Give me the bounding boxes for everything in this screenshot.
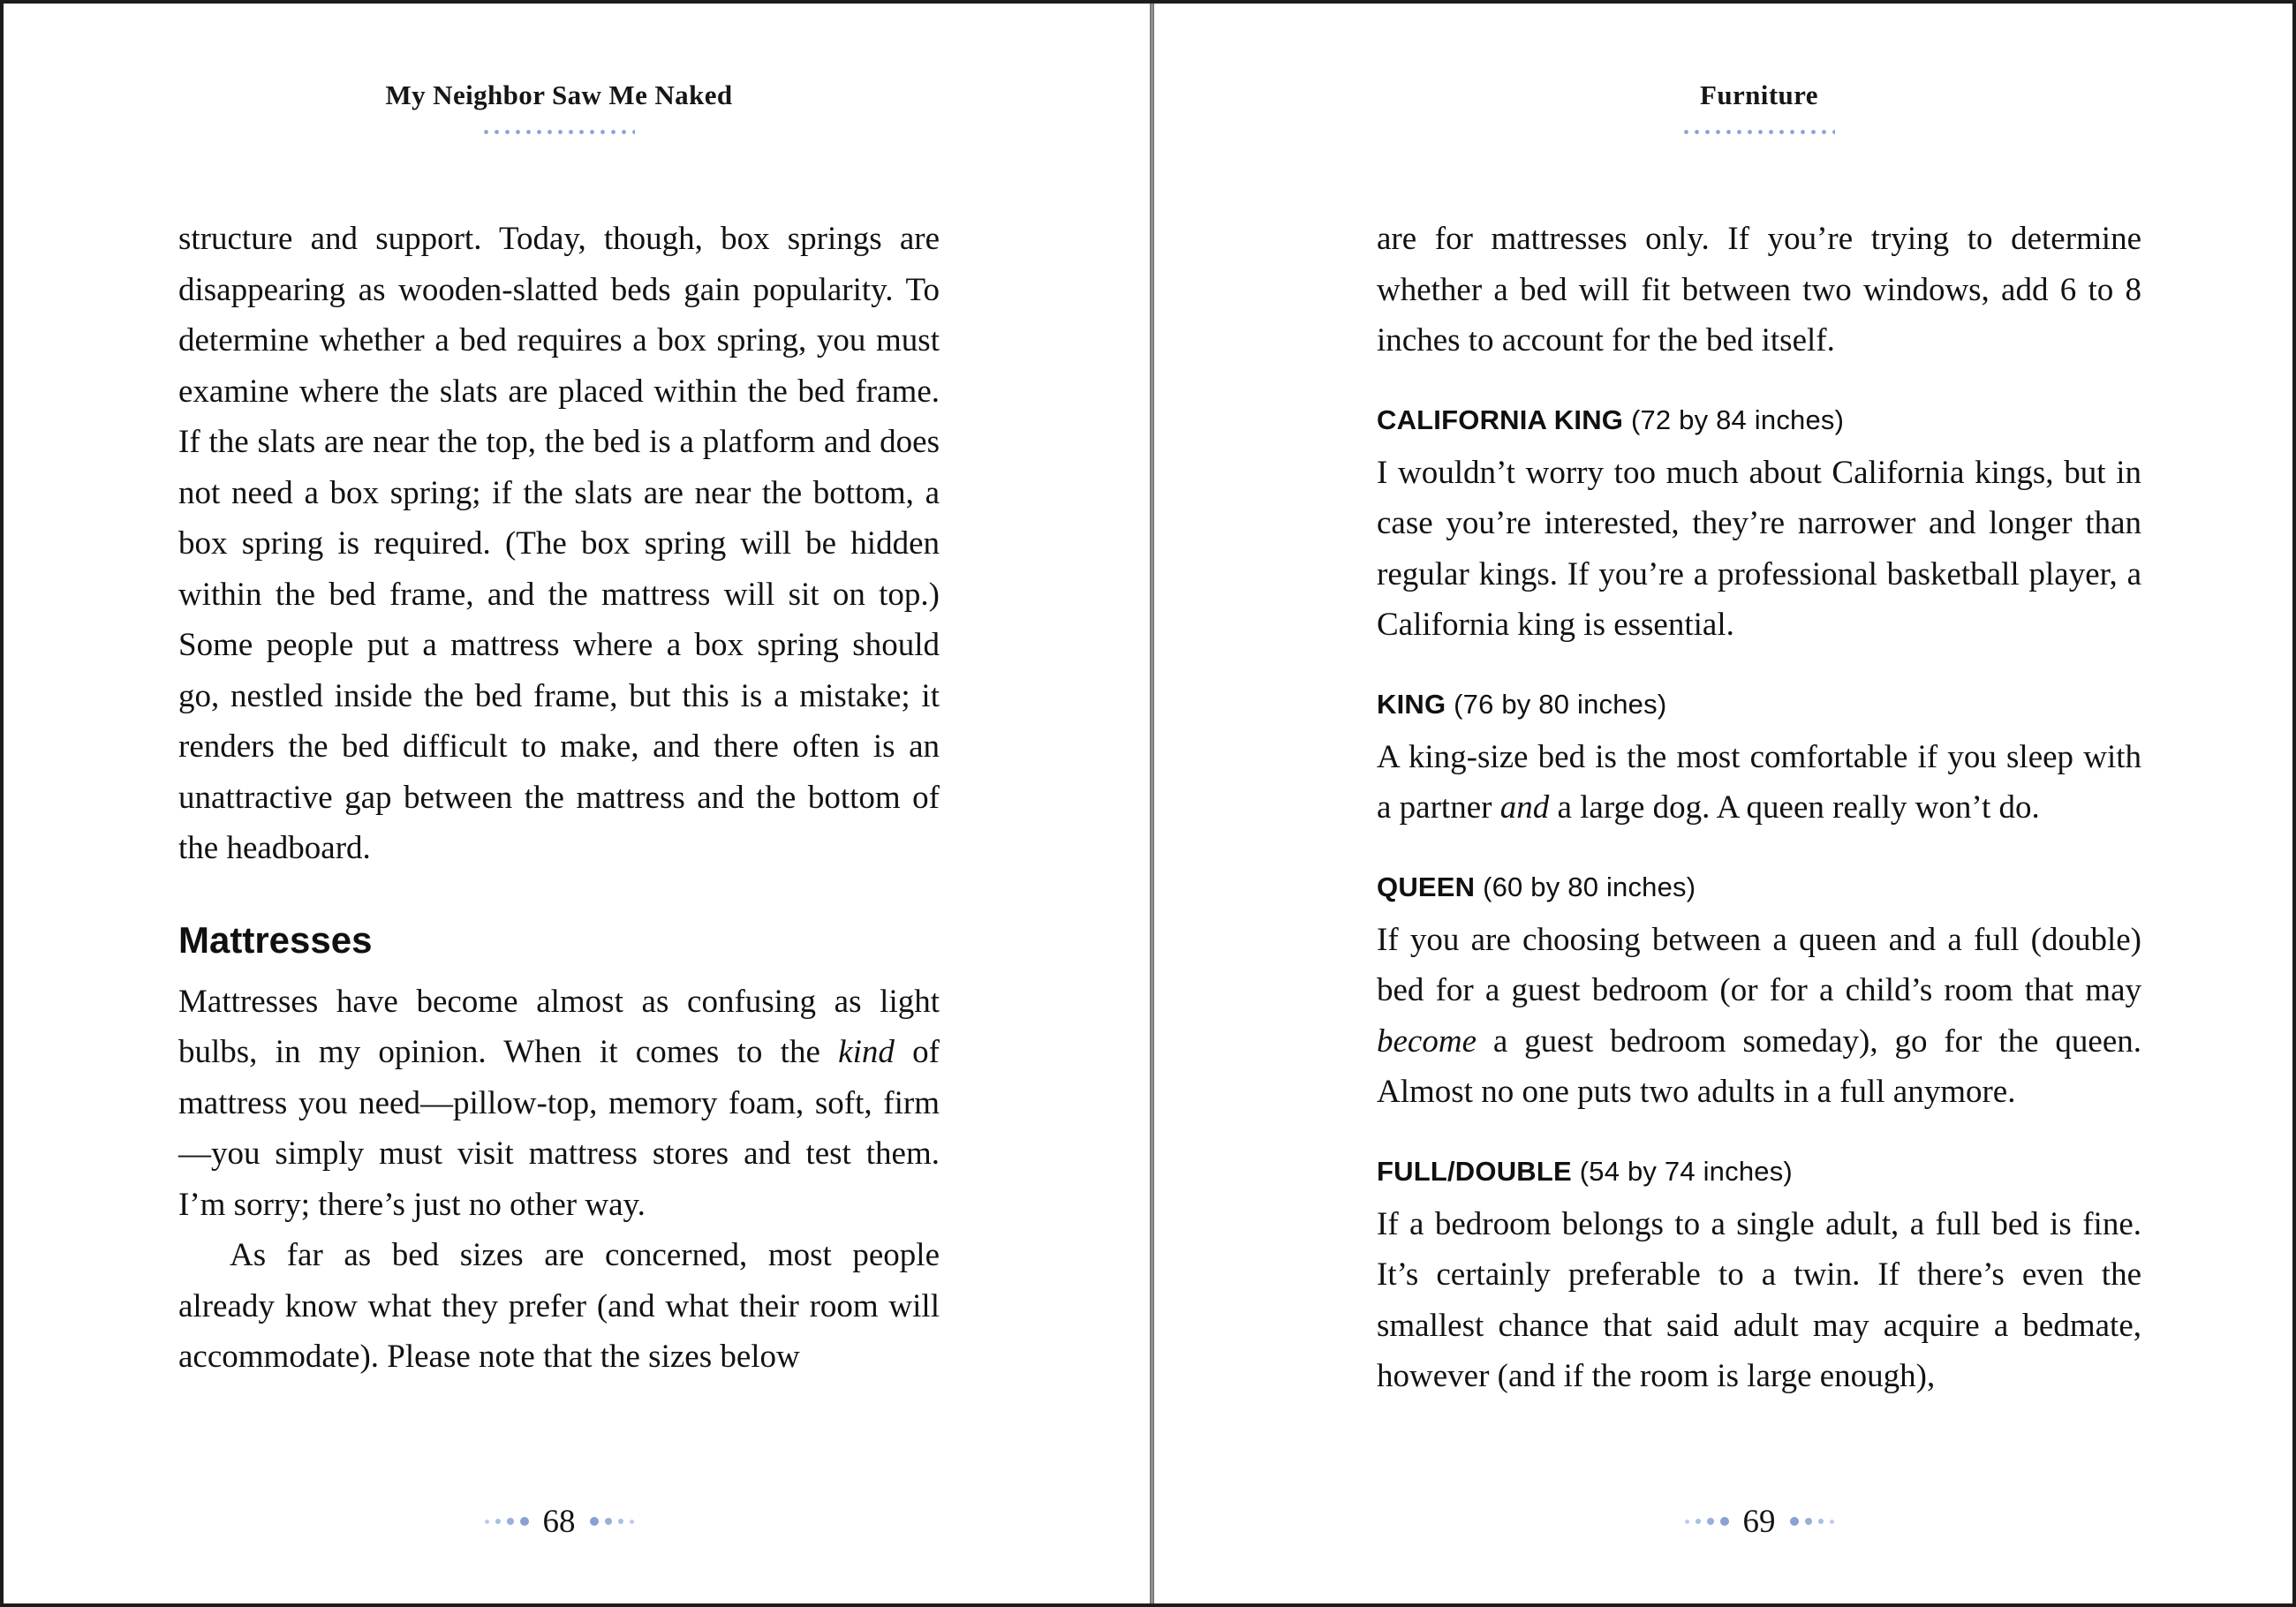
left-text-block xyxy=(178,214,940,1383)
italic-word: and xyxy=(1499,789,1550,826)
right-page-number: 69 xyxy=(1742,1503,1776,1540)
right-text-block xyxy=(1377,214,2141,1402)
paragraph-california-king xyxy=(1377,448,2141,651)
left-page xyxy=(4,4,1148,1603)
paragraph-segment: A king-size bed is the most comfortable if you sleep with a partner xyxy=(1377,738,2141,826)
italic-word: become xyxy=(1377,1022,1477,1060)
header-dotted-rule-icon xyxy=(1683,129,1835,135)
paragraph-bed-sizes: As far as bed sizes are concerned, most people already know what they prefer (and what their room will accommodate). Please note that the sizes below xyxy=(178,1237,940,1375)
right-running-head xyxy=(1377,79,2141,135)
paragraph-full-double xyxy=(1377,1199,2141,1402)
paragraph-segment: I wouldn’t worry too much about California kings, but in case you’re interested, they’re narrower and longer than regular kings. If you’re a professional basketball player, a California king is essential. xyxy=(1377,454,2141,643)
subhead-term: QUEEN xyxy=(1377,871,1476,902)
page-number-dots-right-icon xyxy=(590,1517,634,1526)
left-running-head-title: My Neighbor Saw Me Naked xyxy=(385,79,733,110)
subhead-size: (72 by 84 inches) xyxy=(1630,404,1845,435)
entry-full-double xyxy=(1377,1155,2141,1402)
subhead-term: CALIFORNIA KING xyxy=(1377,404,1624,435)
subhead-term: FULL/DOUBLE xyxy=(1377,1155,1572,1187)
subhead-term: KING xyxy=(1377,688,1446,720)
right-page xyxy=(1154,4,2296,1603)
subhead-full-double xyxy=(1377,1155,2141,1188)
left-page-number: 68 xyxy=(542,1503,576,1540)
page-number-dots-left-icon xyxy=(1685,1517,1729,1526)
paragraph-segment: Mattresses have become almost as confusing as light bulbs, in my opinion. When it comes to the xyxy=(178,983,940,1070)
page-number-dots-right-icon xyxy=(1790,1517,1834,1526)
subhead-king xyxy=(1377,688,2141,721)
paragraph-queen xyxy=(1377,915,2141,1118)
subhead-size: (76 by 80 inches) xyxy=(1454,688,1667,720)
italic-word: kind xyxy=(838,1034,895,1070)
header-dotted-rule-icon xyxy=(483,129,635,135)
entry-king xyxy=(1377,688,2141,834)
paragraph-segment: If a bedroom belongs to a single adult, a full bed is fine. It’s certainly preferable to a twin. If there’s even the smallest chance that said adult may acquire a bedmate, however (and if the room is large enough), xyxy=(1377,1205,2141,1394)
subhead-size: (60 by 80 inches) xyxy=(1483,871,1696,902)
subhead-queen xyxy=(1377,871,2141,904)
paragraph-segment: of mattress you need—pillow-top, memory foam, soft, firm—you simply must visit mattress stores and test them. I’m sorry; there’s just no other way. xyxy=(178,1034,940,1223)
page-number-dots-left-icon xyxy=(485,1517,529,1526)
right-running-head-title: Furniture xyxy=(1700,79,1818,110)
paragraph-mattress-kinds xyxy=(178,977,940,1231)
mattresses-heading: Mattresses xyxy=(178,918,373,961)
subhead-california-king xyxy=(1377,404,2141,437)
entry-queen xyxy=(1377,871,2141,1118)
paragraph-mattress-sizes-intro: are for mattresses only. If you’re trying to determine whether a bed will fit between two windows, add 6 to 8 inches to account for the bed itself. xyxy=(1377,221,2141,358)
right-page-footer xyxy=(1377,1498,2141,1544)
paragraph-segment: If you are choosing between a queen and a full (double) bed for a guest bedroom (or for a child’s room that may xyxy=(1377,921,2141,1008)
left-running-head xyxy=(178,79,940,135)
paragraph-king xyxy=(1377,732,2141,834)
left-page-footer xyxy=(178,1498,940,1544)
entry-california-king xyxy=(1377,404,2141,651)
paragraph-segment: a guest bedroom someday), go for the queen. Almost no one puts two adults in a full anymore. xyxy=(1377,1022,2141,1110)
paragraph-box-springs: structure and support. Today, though, box springs are disappearing as wooden-slatted beds gain popularity. To determine whether a bed requires a box spring, you must examine where the slats are placed within the bed frame. If the slats are near the top, the bed is a platform and does not need a box spring; if the slats are near the bottom, a box spring is required. (The box spring will be hidden within the bed frame, and the mattress will sit on top.) Some people put a mattress where a box spring should go, nestled inside the bed frame, but this is a mistake; it renders the bed difficult to make, and there often is an unattractive gap between the mattress and the bottom of the headboard. xyxy=(178,221,940,866)
paragraph-segment: a large dog. A queen really won’t do. xyxy=(1549,789,2040,826)
subhead-size: (54 by 74 inches) xyxy=(1579,1155,1793,1187)
